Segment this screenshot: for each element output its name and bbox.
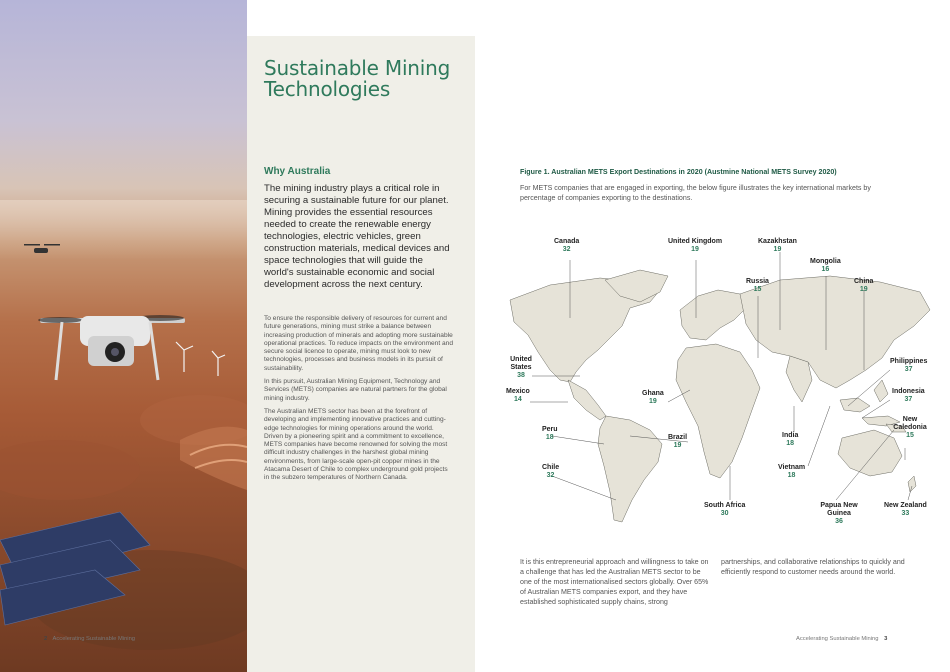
- map-label-india: India 18: [782, 432, 799, 447]
- map-label-vietnam: Vietnam 18: [778, 464, 806, 479]
- map-label-mongolia: Mongolia 16: [810, 258, 841, 273]
- body-paragraph: The Australian METS sector has been at the forefront of developing and implementing innovative practices and cutting-edge technologies for mining operations around the world. Driven by a pioneering spirit and a commitment to excellence, METS companies have become renowned for solving the most difficult industry challenges in the harshest global mining environments, from large-scale open-pit copper mines in the Atacama Desert of Chile to complex underground gold projects in the subzero temperatures of Northern Canada.: [264, 407, 448, 482]
- map-label-new-zealand: New Zealand 33: [884, 502, 927, 517]
- map-label-russia: Russia 15: [746, 278, 769, 293]
- lead-paragraph: The mining industry plays a critical role in securing a sustainable future for our planet. Mining provides the essential resources needed to create the renewable energy technologies, electric vehicles, green construction materials, medical devices and space technologies that will guide the world's sustainable economic and social development across the next century.: [264, 183, 450, 290]
- map-label-peru: Peru 18: [542, 426, 558, 441]
- map-label-brazil: Brazil 19: [668, 434, 688, 449]
- continents: [510, 270, 930, 522]
- cover-photo-drone-mine: [0, 0, 247, 672]
- figure-title: Figure 1. Australian METS Export Destinations in 2020 (Austmine National METS Survey 2020): [520, 168, 837, 176]
- map-label-united-states: United States 38: [510, 356, 532, 379]
- map-label-canada: Canada 32: [554, 238, 580, 253]
- footer-right: [796, 636, 891, 642]
- map-label-new-caledonia: New Caledonia 15: [893, 416, 927, 439]
- footer-text: Accelerating Sustainable Mining: [796, 636, 879, 642]
- map-label-indonesia: Indonesia 37: [892, 388, 925, 403]
- map-label-philippines: Philippines 37: [890, 358, 928, 373]
- map-label-china: China 19: [854, 278, 874, 293]
- world-map: [490, 230, 950, 530]
- body-paragraph: In this pursuit, Australian Mining Equipment, Technology and Services (METS) companies are natural partners for the global mining industry.: [264, 378, 447, 402]
- world-map-figure: [490, 230, 950, 530]
- map-label-south-africa: South Africa 30: [704, 502, 746, 517]
- body-text: [264, 315, 454, 488]
- map-label-chile: Chile 32: [542, 464, 560, 479]
- page-number: 2: [44, 636, 48, 642]
- page-number: 3: [884, 636, 888, 642]
- map-label-united-kingdom: United Kingdom 19: [668, 238, 723, 253]
- body-column-2: partnerships, and collaborative relationships to quickly and efficiently respond to customer needs around the world.: [721, 558, 905, 576]
- footer-text: Accelerating Sustainable Mining: [52, 636, 136, 642]
- map-label-kazakhstan: Kazakhstan 19: [758, 238, 797, 253]
- section-subtitle: Why Australia: [264, 166, 331, 177]
- footer-left: [40, 636, 135, 642]
- map-label-mexico: Mexico 14: [506, 388, 530, 403]
- figure-description: For METS companies that are engaged in exporting, the below figure illustrates the key international markets by percentage of companies exporting to the destinations.: [520, 184, 871, 202]
- body-column-1: It is this entrepreneurial approach and willingness to take on a challenge that has led the Australian METS sector to be one of the most internationalised sectors globally. Over 65% of Australian METS companies export, and they have established sophisticated supply chains, strong: [520, 558, 709, 606]
- map-label-papua-new-guinea: Papua New Guinea 36: [820, 502, 858, 525]
- page-title: Sustainable Mining Technologies: [264, 56, 451, 101]
- body-paragraph: To ensure the responsible delivery of resources for current and future generations, mining must strike a balance between increasing production of minerals and adopting more sustainable operational practices. To reduce impacts on the environment and secure social licence to operate, mining must look to new technologies, processes and business models in its pursuit of sustainability.: [264, 315, 454, 372]
- map-label-ghana: Ghana 19: [642, 390, 664, 405]
